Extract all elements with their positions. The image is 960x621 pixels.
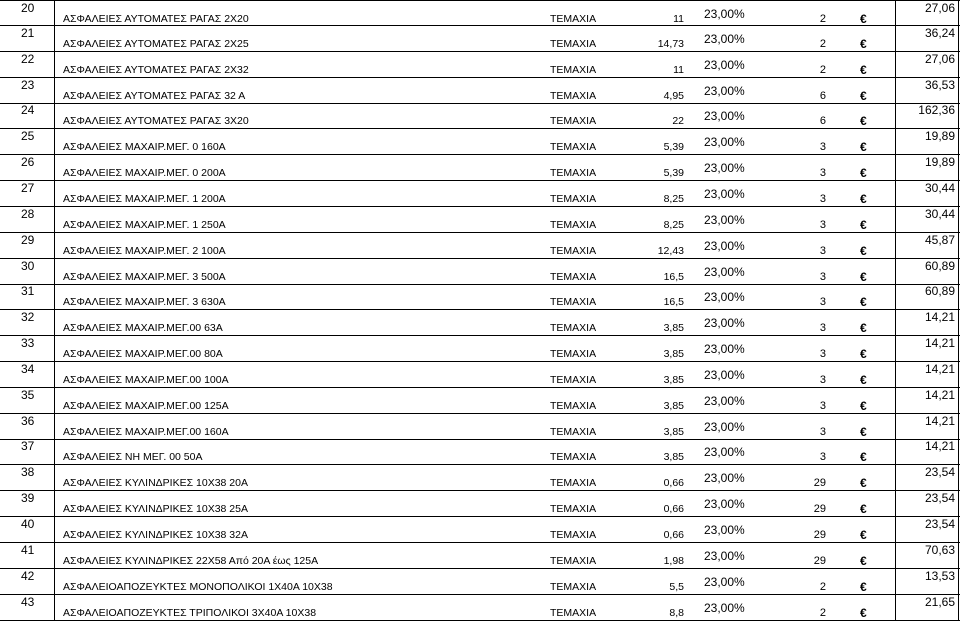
row-number: 32 <box>0 310 55 335</box>
item-description: ΑΣΦΑΛΕΙΕΣ ΜΑΧΑΙΡ.ΜΕΓ. 1 200Α <box>63 193 226 205</box>
item-unit: ΤΕΜΑΧΙΑ <box>550 141 597 153</box>
unit-price: 3,85 <box>663 426 684 438</box>
euro-sign: € <box>860 166 867 180</box>
row-number: 30 <box>0 259 55 284</box>
quantity: 3 <box>819 426 826 438</box>
quantity: 3 <box>819 374 826 386</box>
line-total: 60,89 <box>924 284 955 298</box>
unit-price: 3,85 <box>663 451 684 463</box>
line-total: 23,54 <box>924 465 955 479</box>
item-unit: ΤΕΜΑΧΙΑ <box>550 167 597 179</box>
item-description: ΑΣΦΑΛΕΙΕΣ ΚΥΛΙΝΔΡΙΚΕΣ 22Χ58 Από 20Α έως 125Α <box>63 555 319 567</box>
vat-rate: 23,00% <box>704 58 745 72</box>
row-number: 40 <box>0 517 55 542</box>
vat-rate: 23,00% <box>704 497 745 511</box>
row-number: 27 <box>0 181 55 206</box>
item-description: ΑΣΦΑΛΕΙΕΣ ΑΥΤΟΜΑΤΕΣ ΡΑΓΑΣ 2Χ20 <box>63 13 249 25</box>
table-row[interactable] <box>0 207 960 233</box>
item-unit: ΤΕΜΑΧΙΑ <box>550 400 597 412</box>
euro-sign: € <box>860 218 867 232</box>
row-number: 22 <box>0 52 55 77</box>
vat-rate: 23,00% <box>704 213 745 227</box>
euro-sign: € <box>860 476 867 490</box>
vat-rate: 23,00% <box>704 187 745 201</box>
row-number: 36 <box>0 414 55 439</box>
euro-sign: € <box>860 89 867 103</box>
unit-price: 8,25 <box>663 193 684 205</box>
vat-rate: 23,00% <box>704 290 745 304</box>
item-unit: ΤΕΜΑΧΙΑ <box>550 477 597 489</box>
line-total: 13,53 <box>924 569 955 583</box>
line-total: 14,21 <box>924 362 955 376</box>
line-total: 23,54 <box>924 517 955 531</box>
table-row[interactable] <box>0 0 960 26</box>
quantity: 3 <box>819 167 826 179</box>
unit-price: 0,66 <box>663 529 684 541</box>
unit-price: 5,39 <box>663 167 684 179</box>
item-unit: ΤΕΜΑΧΙΑ <box>550 451 597 463</box>
table-row[interactable] <box>0 259 960 285</box>
euro-sign: € <box>860 12 867 26</box>
vat-rate: 23,00% <box>704 239 745 253</box>
vat-rate: 23,00% <box>704 549 745 563</box>
euro-sign: € <box>860 347 867 361</box>
item-unit: ΤΕΜΑΧΙΑ <box>550 581 597 593</box>
table-row[interactable] <box>0 129 960 155</box>
item-unit: ΤΕΜΑΧΙΑ <box>550 503 597 515</box>
item-unit: ΤΕΜΑΧΙΑ <box>550 219 597 231</box>
line-total: 27,06 <box>924 1 955 15</box>
euro-sign: € <box>860 192 867 206</box>
row-number: 35 <box>0 388 55 413</box>
item-description: ΑΣΦΑΛΕΙΕΣ ΜΑΧΑΙΡ.ΜΕΓ.00 100Α <box>63 374 229 386</box>
line-total: 19,89 <box>924 129 955 143</box>
row-number: 38 <box>0 465 55 490</box>
item-description: ΑΣΦΑΛΕΙΕΣ ΑΥΤΟΜΑΤΕΣ ΡΑΓΑΣ 32 Α <box>63 90 246 102</box>
unit-price: 11 <box>673 64 684 76</box>
euro-sign: € <box>860 580 867 594</box>
quantity: 29 <box>813 503 826 515</box>
row-number: 24 <box>0 103 55 128</box>
item-unit: ΤΕΜΑΧΙΑ <box>550 296 597 308</box>
table-row[interactable] <box>0 491 960 517</box>
quantity: 29 <box>813 555 826 567</box>
item-unit: ΤΕΜΑΧΙΑ <box>550 529 597 541</box>
row-number: 25 <box>0 129 55 154</box>
table-row[interactable] <box>0 233 960 259</box>
unit-price: 22 <box>672 115 684 127</box>
item-description: ΑΣΦΑΛΕΙΕΣ ΜΑΧΑΙΡ.ΜΕΓ. 2 100Α <box>63 245 226 257</box>
item-description: ΑΣΦΑΛΕΙΕΣ ΜΑΧΑΙΡ.ΜΕΓ.00 80Α <box>63 348 223 360</box>
row-number: 33 <box>0 336 55 361</box>
unit-price: 0,66 <box>663 503 684 515</box>
quantity: 2 <box>819 607 826 619</box>
line-total: 14,21 <box>924 414 955 428</box>
vat-rate: 23,00% <box>704 7 745 21</box>
item-description: ΑΣΦΑΛΕΙΕΣ ΜΑΧΑΙΡ.ΜΕΓ. 0 160Α <box>63 141 226 153</box>
unit-price: 11 <box>673 13 684 25</box>
unit-price: 4,95 <box>663 90 684 102</box>
item-unit: ΤΕΜΑΧΙΑ <box>550 193 597 205</box>
row-number: 42 <box>0 569 55 594</box>
item-description: ΑΣΦΑΛΕΙΕΣ ΑΥΤΟΜΑΤΕΣ ΡΑΓΑΣ 2Χ32 <box>63 64 249 76</box>
quantity: 2 <box>819 64 826 76</box>
item-unit: ΤΕΜΑΧΙΑ <box>550 322 597 334</box>
item-description: ΑΣΦΑΛΕΙΕΣ ΝΗ ΜΕΓ. 00 50Α <box>63 451 203 463</box>
quantity: 3 <box>819 348 826 360</box>
unit-price: 16,5 <box>663 271 684 283</box>
quantity: 3 <box>819 400 826 412</box>
vat-rate: 23,00% <box>704 84 745 98</box>
row-number: 21 <box>0 26 55 51</box>
euro-sign: € <box>860 554 867 568</box>
table-row[interactable] <box>0 336 960 362</box>
vat-rate: 23,00% <box>704 523 745 537</box>
item-description: ΑΣΦΑΛΕΙΕΣ ΜΑΧΑΙΡ.ΜΕΓ.00 125Α <box>63 400 229 412</box>
table-row[interactable] <box>0 569 960 595</box>
item-unit: ΤΕΜΑΧΙΑ <box>550 245 597 257</box>
unit-price: 3,85 <box>663 374 684 386</box>
vat-rate: 23,00% <box>704 161 745 175</box>
item-description: ΑΣΦΑΛΕΙΕΣ ΜΑΧΑΙΡ.ΜΕΓ. 3 500Α <box>63 271 226 283</box>
vat-rate: 23,00% <box>704 265 745 279</box>
vat-rate: 23,00% <box>704 601 745 615</box>
row-number: 39 <box>0 491 55 516</box>
vat-rate: 23,00% <box>704 445 745 459</box>
quantity: 2 <box>819 581 826 593</box>
item-unit: ΤΕΜΑΧΙΑ <box>550 374 597 386</box>
unit-price: 3,85 <box>663 322 684 334</box>
unit-price: 16,5 <box>663 296 684 308</box>
line-total: 14,21 <box>924 310 955 324</box>
unit-price: 8,25 <box>663 219 684 231</box>
euro-sign: € <box>860 37 867 51</box>
table-row[interactable] <box>0 595 960 621</box>
vat-rate: 23,00% <box>704 394 745 408</box>
line-total: 162,36 <box>918 103 955 117</box>
row-number: 37 <box>0 439 55 464</box>
row-number: 34 <box>0 362 55 387</box>
quantity: 3 <box>819 219 826 231</box>
row-number: 28 <box>0 207 55 232</box>
table-row[interactable] <box>0 310 960 336</box>
table-row[interactable] <box>0 388 960 414</box>
vat-rate: 23,00% <box>704 368 745 382</box>
line-total: 36,53 <box>924 78 955 92</box>
line-total: 27,06 <box>924 52 955 66</box>
quantity: 3 <box>819 141 826 153</box>
unit-price: 14,73 <box>657 38 684 50</box>
item-description: ΑΣΦΑΛΕΙΕΣ ΑΥΤΟΜΑΤΕΣ ΡΑΓΑΣ 2Χ25 <box>63 38 249 50</box>
row-number: 20 <box>0 1 55 26</box>
table-row[interactable] <box>0 52 960 78</box>
quantity: 29 <box>813 477 826 489</box>
line-total: 30,44 <box>924 181 955 195</box>
vat-rate: 23,00% <box>704 109 745 123</box>
vat-rate: 23,00% <box>704 135 745 149</box>
line-total: 23,54 <box>924 491 955 505</box>
quantity: 3 <box>819 322 826 334</box>
unit-price: 5,5 <box>669 581 684 593</box>
quantity: 6 <box>819 90 826 102</box>
row-number: 43 <box>0 595 55 620</box>
item-unit: ΤΕΜΑΧΙΑ <box>550 426 597 438</box>
vat-rate: 23,00% <box>704 575 745 589</box>
unit-price: 5,39 <box>663 141 684 153</box>
quantity: 3 <box>819 245 826 257</box>
euro-sign: € <box>860 295 867 309</box>
row-number: 31 <box>0 284 55 309</box>
vat-rate: 23,00% <box>704 471 745 485</box>
euro-sign: € <box>860 606 867 620</box>
item-description: ΑΣΦΑΛΕΙΕΣ ΚΥΛΙΝΔΡΙΚΕΣ 10Χ38 32Α <box>63 529 248 541</box>
quantity: 6 <box>819 115 826 127</box>
euro-sign: € <box>860 450 867 464</box>
item-description: ΑΣΦΑΛΕΙΕΣ ΜΑΧΑΙΡ.ΜΕΓ.00 63Α <box>63 322 223 334</box>
item-description: ΑΣΦΑΛΕΙΕΣ ΜΑΧΑΙΡ.ΜΕΓ.00 160Α <box>63 426 229 438</box>
item-description: ΑΣΦΑΛΕΙΕΣ ΜΑΧΑΙΡ.ΜΕΓ. 3 630Α <box>63 296 226 308</box>
unit-price: 8,8 <box>669 607 684 619</box>
euro-sign: € <box>860 373 867 387</box>
row-number: 23 <box>0 78 55 103</box>
euro-sign: € <box>860 244 867 258</box>
line-total: 30,44 <box>924 207 955 221</box>
column-divider <box>895 0 896 621</box>
row-number: 26 <box>0 155 55 180</box>
table-row[interactable] <box>0 181 960 207</box>
item-description: ΑΣΦΑΛΕΙΕΣ ΑΥΤΟΜΑΤΕΣ ΡΑΓΑΣ 3Χ20 <box>63 115 249 127</box>
item-unit: ΤΕΜΑΧΙΑ <box>550 38 597 50</box>
quantity: 3 <box>819 271 826 283</box>
line-total: 19,89 <box>924 155 955 169</box>
table-row[interactable] <box>0 78 960 104</box>
line-total: 14,21 <box>924 388 955 402</box>
table-row[interactable] <box>0 155 960 181</box>
table-row[interactable] <box>0 103 960 129</box>
line-total: 45,87 <box>924 233 955 247</box>
quantity: 29 <box>813 529 826 541</box>
row-number: 29 <box>0 233 55 258</box>
euro-sign: € <box>860 321 867 335</box>
item-unit: ΤΕΜΑΧΙΑ <box>550 555 597 567</box>
quantity: 2 <box>819 13 826 25</box>
item-unit: ΤΕΜΑΧΙΑ <box>550 348 597 360</box>
unit-price: 1,98 <box>663 555 684 567</box>
unit-price: 0,66 <box>663 477 684 489</box>
euro-sign: € <box>860 528 867 542</box>
column-divider <box>958 0 959 621</box>
table-row[interactable] <box>0 439 960 465</box>
euro-sign: € <box>860 140 867 154</box>
euro-sign: € <box>860 399 867 413</box>
item-description: ΑΣΦΑΛΕΙΕΣ ΜΑΧΑΙΡ.ΜΕΓ. 0 200Α <box>63 167 226 179</box>
item-unit: ΤΕΜΑΧΙΑ <box>550 13 597 25</box>
line-total: 60,89 <box>924 259 955 273</box>
row-number: 41 <box>0 543 55 568</box>
euro-sign: € <box>860 63 867 77</box>
table-row[interactable] <box>0 517 960 543</box>
item-unit: ΤΕΜΑΧΙΑ <box>550 115 597 127</box>
table-row[interactable] <box>0 414 960 440</box>
euro-sign: € <box>860 270 867 284</box>
item-description: ΑΣΦΑΛΕΙΕΣ ΜΑΧΑΙΡ.ΜΕΓ. 1 250Α <box>63 219 226 231</box>
item-description: ΑΣΦΑΛΕΙΕΣ ΚΥΛΙΝΔΡΙΚΕΣ 10Χ38 25Α <box>63 503 248 515</box>
vat-rate: 23,00% <box>704 32 745 46</box>
item-unit: ΤΕΜΑΧΙΑ <box>550 64 597 76</box>
quantity: 3 <box>819 451 826 463</box>
item-description: ΑΣΦΑΛΕΙΟΑΠΟΖΕΥΚΤΕΣ ΤΡΙΠΟΛΙΚΟΙ 3Χ40Α 10Χ38 <box>63 607 317 619</box>
item-description: ΑΣΦΑΛΕΙΕΣ ΚΥΛΙΝΔΡΙΚΕΣ 10Χ38 20Α <box>63 477 248 489</box>
unit-price: 12,43 <box>657 245 684 257</box>
euro-sign: € <box>860 114 867 128</box>
quantity: 3 <box>819 296 826 308</box>
quantity: 2 <box>819 38 826 50</box>
unit-price: 3,85 <box>663 348 684 360</box>
table-row[interactable] <box>0 465 960 491</box>
line-total: 14,21 <box>924 439 955 453</box>
item-unit: ΤΕΜΑΧΙΑ <box>550 607 597 619</box>
item-description: ΑΣΦΑΛΕΙΟΑΠΟΖΕΥΚΤΕΣ ΜΟΝΟΠΟΛΙΚΟΙ 1Χ40Α 10Χ38 <box>63 581 333 593</box>
item-unit: ΤΕΜΑΧΙΑ <box>550 271 597 283</box>
line-total: 36,24 <box>924 26 955 40</box>
unit-price: 3,85 <box>663 400 684 412</box>
line-total: 70,63 <box>924 543 955 557</box>
table-row[interactable] <box>0 284 960 310</box>
euro-sign: € <box>860 425 867 439</box>
line-total: 21,65 <box>924 595 955 609</box>
quantity: 3 <box>819 193 826 205</box>
item-unit: ΤΕΜΑΧΙΑ <box>550 90 597 102</box>
table-row[interactable] <box>0 26 960 52</box>
vat-rate: 23,00% <box>704 316 745 330</box>
vat-rate: 23,00% <box>704 420 745 434</box>
line-total: 14,21 <box>924 336 955 350</box>
table-row[interactable] <box>0 362 960 388</box>
table-row[interactable] <box>0 543 960 569</box>
euro-sign: € <box>860 502 867 516</box>
vat-rate: 23,00% <box>704 342 745 356</box>
